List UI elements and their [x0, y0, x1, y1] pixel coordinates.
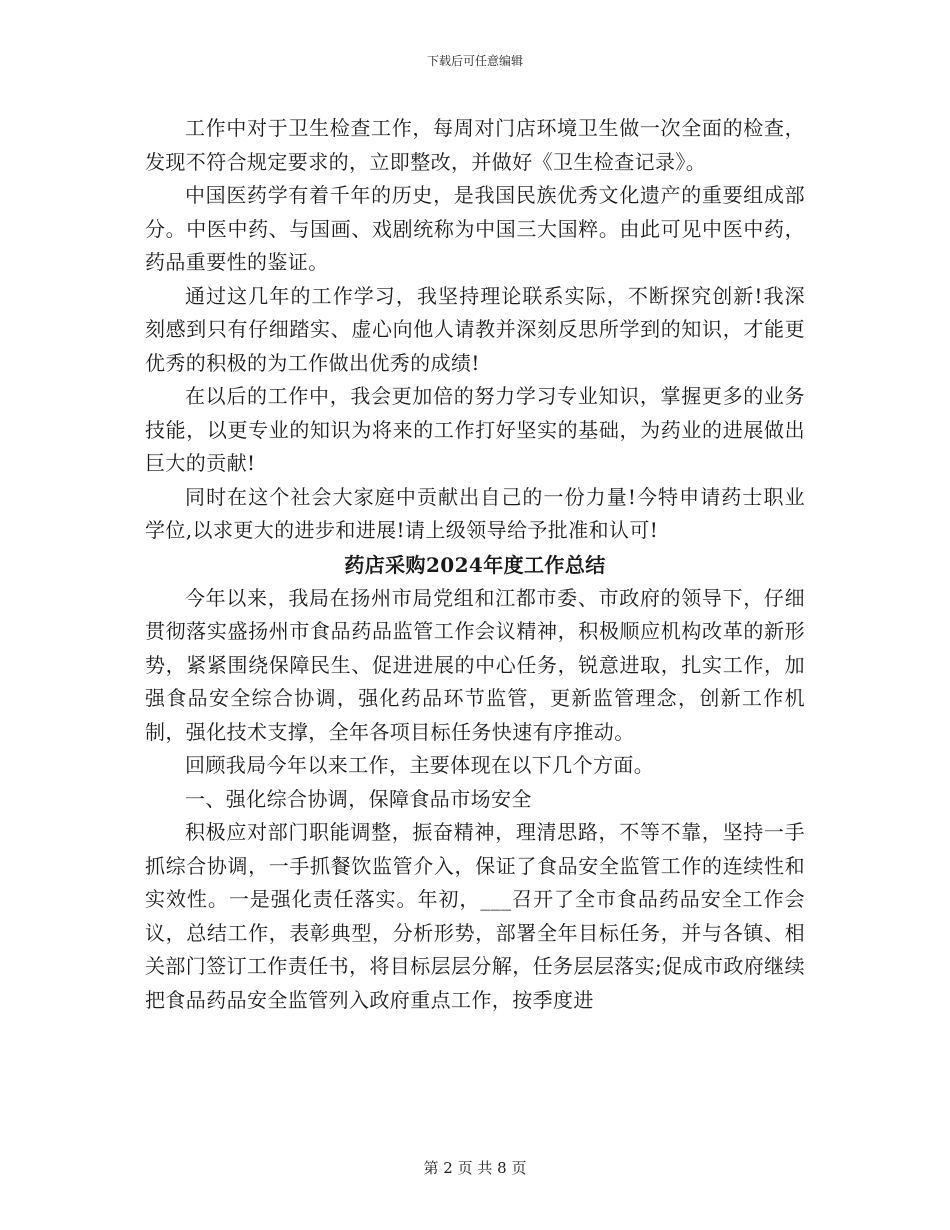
paragraph: 今年以来，我局在扬州市局党组和江都市委、市政府的领导下，仔细贯彻落实盛扬州市食品药品监管工作会议精神，积极顺应机构改革的新形势，紧紧围绕保障民生、促进进展的中心任务，锐意进取，扎实工作，加强食品安全综合协调，强化药品环节监管，更新监管理念，创新工作机制，强化技术支撑，全年各项目标任务快速有序推动。: [145, 585, 805, 744]
page-number: 第 2 页 共 8 页: [423, 1159, 527, 1177]
document-body: [145, 112, 805, 1017]
paragraph: 通过这几年的工作学习，我坚持理论联系实际，不断探究创新!我深刻感到只有仔细踏实、虚心向他人请教并深刻反思所学到的知识，才能更优秀的积极的为工作做出优秀的成绩!: [145, 283, 805, 375]
paragraph: 在以后的工作中，我会更加倍的努力学习专业知识，掌握更多的业务技能，以更专业的知识为将来的工作打好坚实的基础，为药业的进展做出巨大的贡献!: [145, 384, 805, 475]
paragraph: 同时在这个社会大家庭中贡献出自己的一份力量!今特申请药士职业学位,以求更大的进步和进展!请上级领导给予批准和认可!: [145, 484, 805, 542]
section-title: 药店采购2024年度工作总结: [344, 552, 606, 577]
section-subheading: 一、强化综合协调，保障食品市场安全: [185, 786, 532, 811]
paragraph: 回顾我局今年以来工作，主要体现在以下几个方面。: [185, 753, 655, 777]
paragraph: 中国医药学有着千年的历史，是我国民族优秀文化遗产的重要组成部分。中医中药、与国画、戏剧统称为中国三大国粹。由此可见中医中药，药品重要性的鉴证。: [145, 183, 805, 274]
page-header: 下载后可任意编辑: [426, 54, 523, 68]
paragraph: 工作中对于卫生检查工作，每周对门店环境卫生做一次全面的检查，发现不符合规定要求的，立即整改，并做好《卫生检查记录》。: [145, 116, 805, 174]
paragraph: 积极应对部门职能调整，振奋精神，理清思路，不等不靠，坚持一手抓综合协调，一手抓餐饮监管介入，保证了食品安全监管工作的连续性和实效性。一是强化责任落实。年初，___召开了全市食品药品安全工作会议，总结工作，表彰典型，分析形势，部署全年目标任务，并与各镇、相关部门签订工作责任书，将目标层层分解，任务层层落实;促成市政府继续把食品药品安全监管列入政府重点工作，按季度进: [145, 820, 805, 1012]
